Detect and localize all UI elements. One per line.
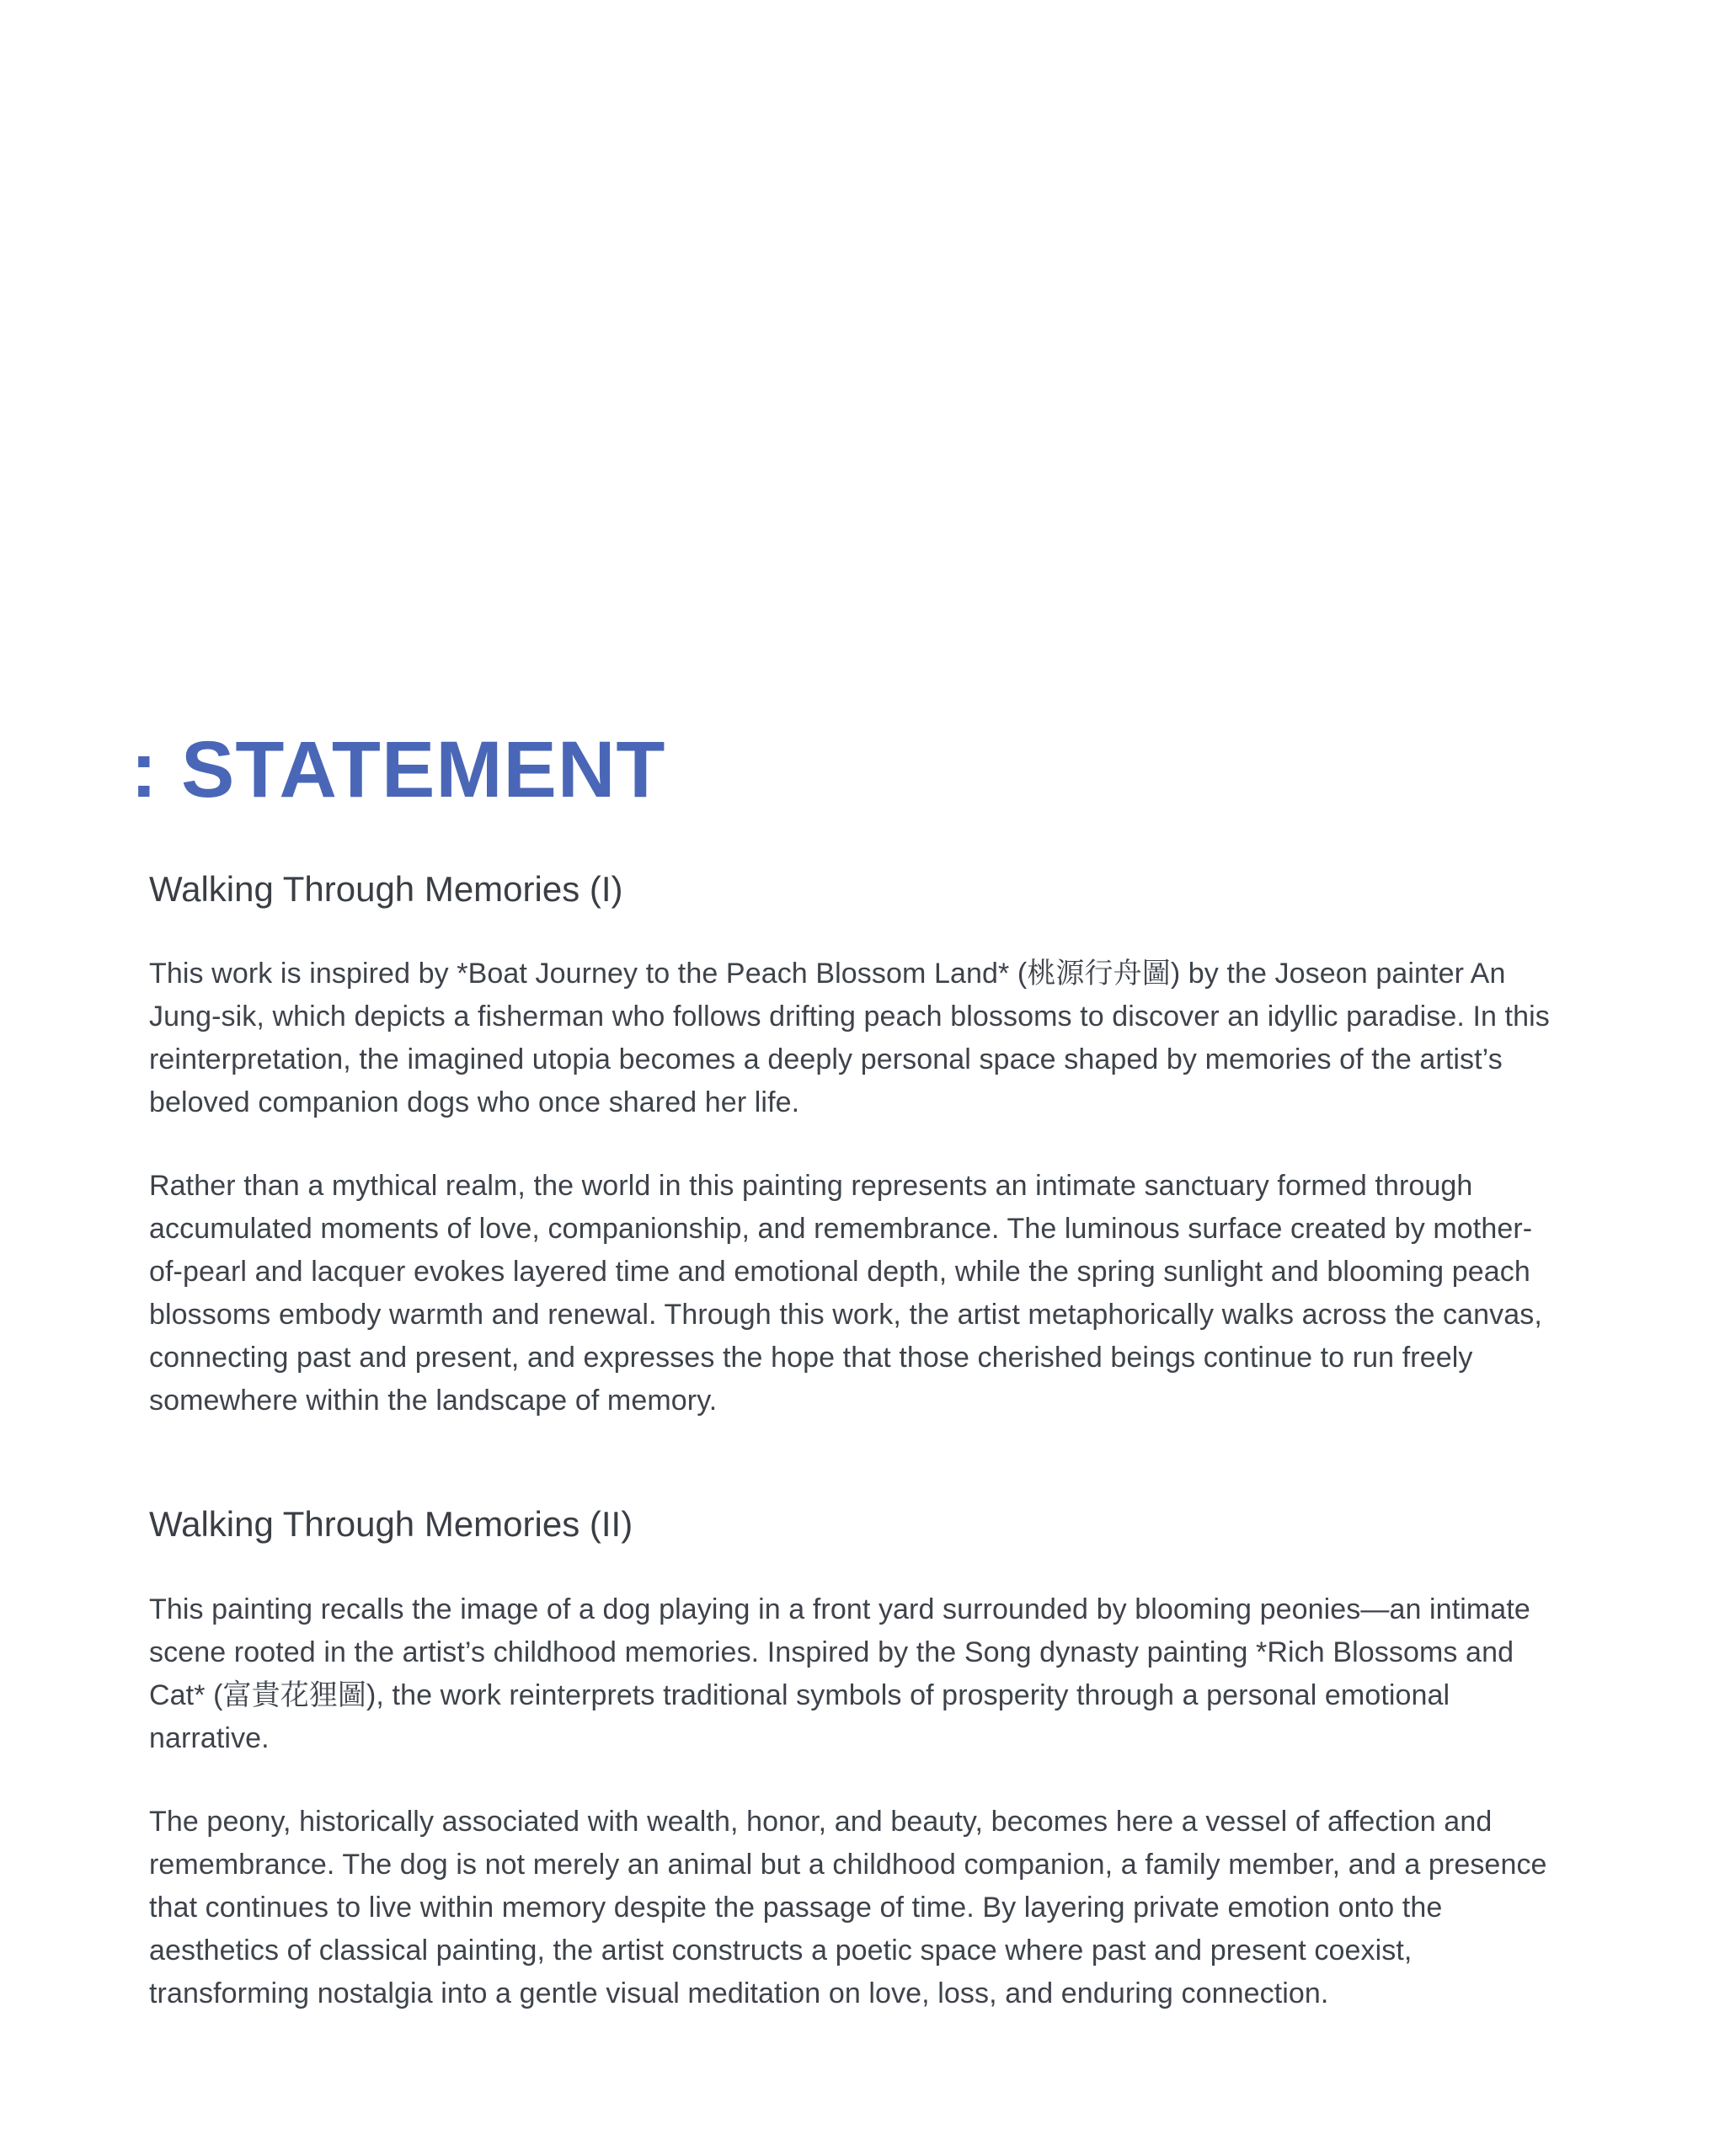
section-walking-through-memories-1 <box>149 867 1552 1423</box>
paragraph: This work is inspired by *Boat Journey to the Peach Blossom Land* (桃源行舟圖) by the Joseon painter An Jung-sik, which depicts a fisherman who follows drifting peach blossoms to discover an idyllic paradise. In this reinterpretation, the imagined utopia becomes a deeply personal space shaped by memories of the artist’s beloved companion dogs who once shared her life. <box>149 958 1550 1119</box>
section-heading-2: Walking Through Memories (II) <box>149 1504 633 1545</box>
paragraph: Rather than a mythical realm, the world in this painting represents an intimate sanctuary formed through accumulated moments of love, companionship, and remembrance. The luminous surface created by mother-of-pearl and lacquer evokes layered time and emotional depth, while the spring sunlight and blooming peach blossoms embody warmth and renewal. Through this work, the artist metaphorically walks across the canvas, connecting past and present, and expresses the hope that those cherished beings continue to run freely somewhere within the landscape of memory. <box>149 1170 1542 1417</box>
section-walking-through-memories-2 <box>149 1502 1552 2015</box>
section-heading-1: Walking Through Memories (I) <box>149 868 623 909</box>
paragraph: This painting recalls the image of a dog playing in a front yard surrounded by blooming peonies—an intimate scene rooted in the artist’s childhood memories. Inspired by the Song dynasty painting *Rich Blossoms and Cat* (富貴花狸圖), the work reinterprets traditional symbols of prosperity through a personal emotional narrative. <box>149 1593 1530 1754</box>
page-title: : STATEMENT <box>131 725 666 814</box>
paragraph: The peony, historically associated with wealth, honor, and beauty, becomes here a vessel of affection and remembrance. The dog is not merely an animal but a childhood companion, a family member, and a presence that continues to live within memory despite the passage of time. By layering private emotion onto the aesthetics of classical painting, the artist constructs a poetic space where past and present coexist, transforming nostalgia into a gentle visual meditation on love, loss, and enduring connection. <box>149 1805 1547 2009</box>
